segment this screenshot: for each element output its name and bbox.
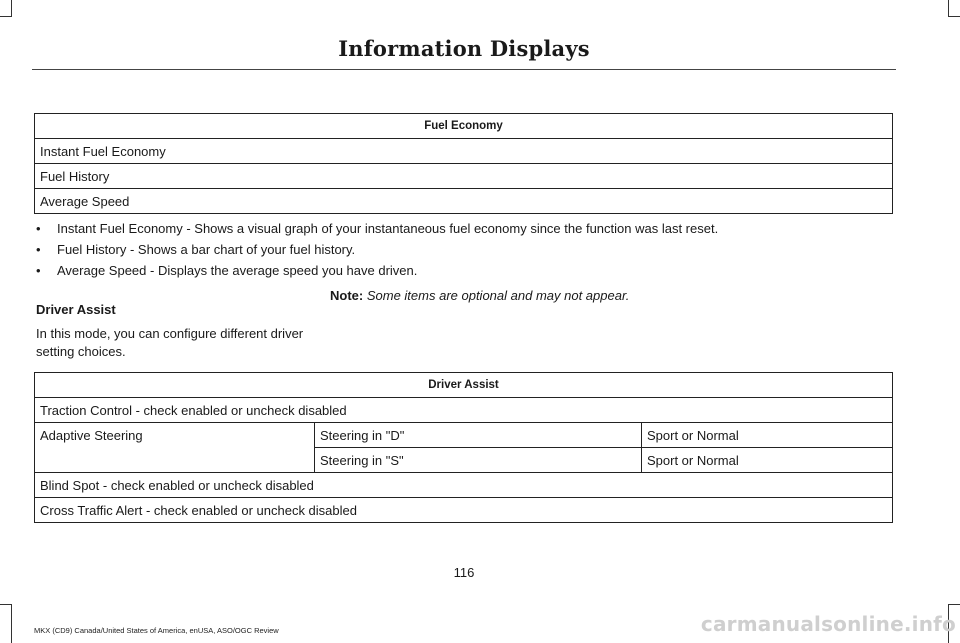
note-text: Some items are optional and may not appear. (366, 288, 630, 303)
page-number: 116 (453, 565, 475, 580)
list-item-text: Average Speed - Displays the average speed you have driven. (57, 263, 418, 278)
list-item (36, 261, 718, 282)
crop-mark (11, 604, 12, 643)
table-row: Instant Fuel Economy (35, 139, 893, 164)
table-heading: Driver Assist (35, 373, 893, 398)
section-body: In this mode, you can configure different driver setting choices. (36, 326, 304, 359)
crop-mark (948, 0, 949, 16)
crop-mark (0, 16, 12, 17)
table-cell: Sport or Normal (642, 423, 893, 448)
table-cell: Adaptive Steering (35, 423, 315, 473)
crop-mark (948, 16, 960, 17)
table-row: Average Speed (35, 189, 893, 214)
header-divider (32, 69, 896, 70)
list-item-text: Fuel History - Shows a bar chart of your fuel history. (57, 242, 356, 257)
table-cell: Sport or Normal (642, 448, 893, 473)
section-heading: Driver Assist (36, 302, 116, 317)
fuel-economy-bullet-list (36, 219, 718, 282)
crop-mark (948, 604, 960, 605)
bullet-icon: • (36, 221, 41, 236)
table-heading: Fuel Economy (35, 114, 893, 139)
page-title: Information Displays (338, 36, 590, 61)
driver-assist-table (34, 372, 893, 523)
table-row: Traction Control - check enabled or uncheck disabled (35, 398, 893, 423)
crop-mark (11, 0, 12, 16)
table-row: Cross Traffic Alert - check enabled or uncheck disabled (35, 498, 893, 523)
watermark: carmanualsonline.info (700, 612, 956, 636)
table-cell: Steering in "D" (315, 423, 642, 448)
bullet-icon: • (36, 263, 41, 278)
note (330, 287, 630, 305)
fuel-economy-table (34, 113, 893, 214)
footer-text: MKX (CD9) Canada/United States of America, enUSA, ASO/OGC Review (34, 626, 279, 635)
table-row: Blind Spot - check enabled or uncheck disabled (35, 473, 893, 498)
table-row: Fuel History (35, 164, 893, 189)
bullet-icon: • (36, 242, 41, 257)
list-item (36, 240, 718, 261)
list-item (36, 219, 718, 240)
list-item-text: Instant Fuel Economy - Shows a visual graph of your instantaneous fuel economy since the function was last reset. (57, 221, 719, 236)
table-cell: Steering in "S" (315, 448, 642, 473)
note-label: Note: (330, 288, 364, 303)
